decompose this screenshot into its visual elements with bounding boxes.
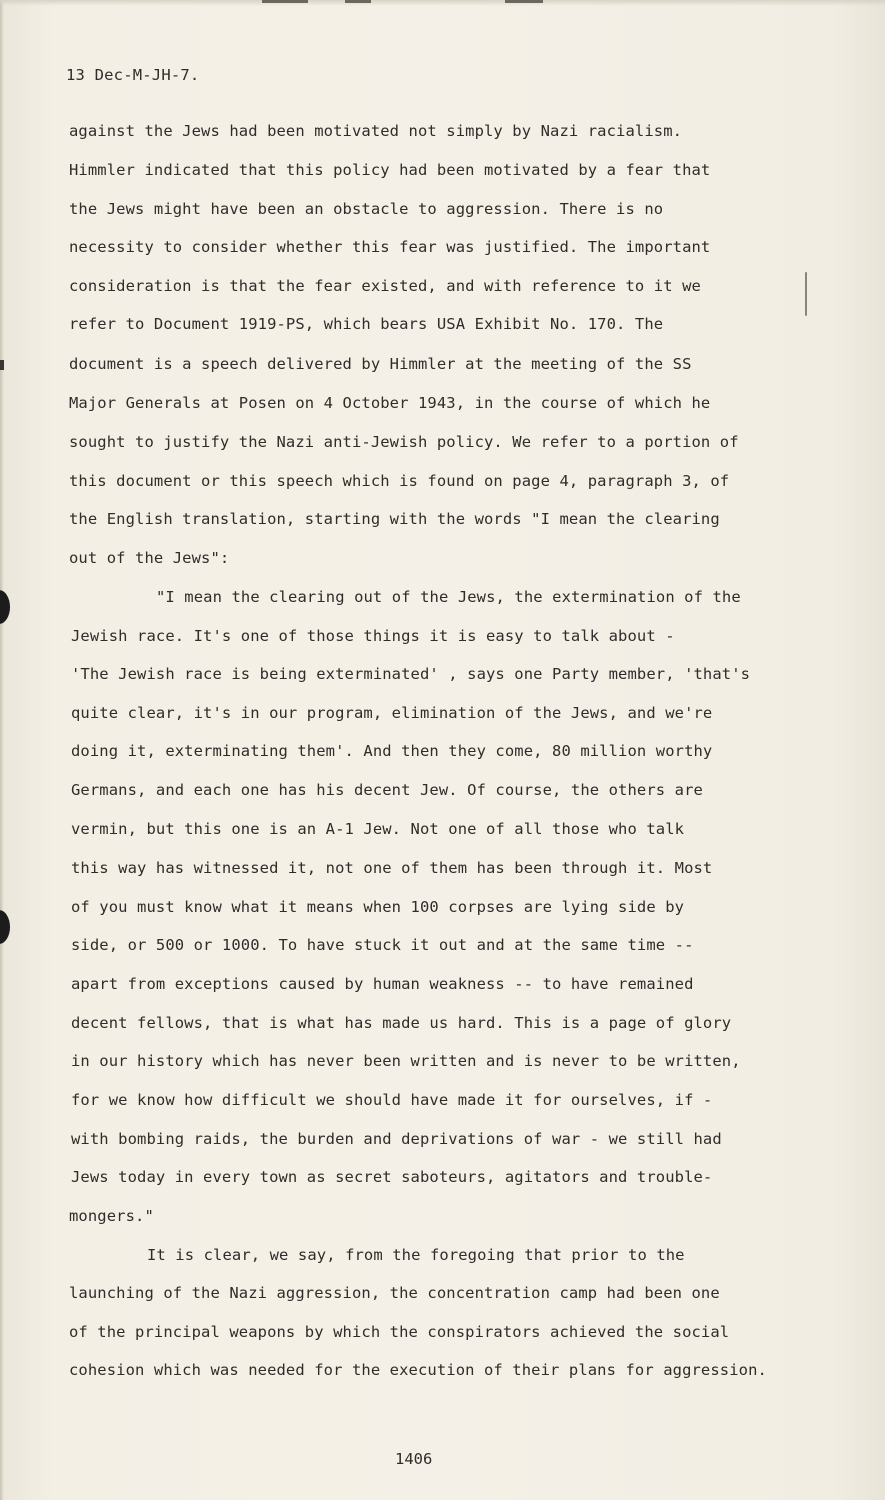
text-line: of the principal weapons by which the conspirators achieved the social <box>69 1323 730 1341</box>
quote-line: Jews today in every town as secret saboteurs, agitators and trouble- <box>71 1168 713 1186</box>
page-edge-shadow <box>0 0 4 1500</box>
text-line: launching of the Nazi aggression, the concentration camp had been one <box>69 1284 720 1302</box>
text-line: the English translation, starting with the words "I mean the clearing <box>69 510 720 528</box>
text-line: necessity to consider whether this fear was justified. The important <box>69 238 711 256</box>
quote-line: Jewish race. It's one of those things it is easy to talk about - <box>71 627 675 645</box>
quote-line: with bombing raids, the burden and deprivations of war - we still had <box>71 1130 722 1148</box>
text-line: refer to Document 1919-PS, which bears USA Exhibit No. 170. The <box>69 315 664 333</box>
quote-line: for we know how difficult we should have made it for ourselves, if - <box>71 1091 713 1109</box>
quote-line: this way has witnessed it, not one of them has been through it. Most <box>71 859 713 877</box>
margin-tick-mark <box>0 360 4 370</box>
quote-line: Germans, and each one has his decent Jew. Of course, the others are <box>71 781 703 799</box>
top-edge-mark <box>345 0 371 3</box>
pencil-margin-mark <box>805 272 807 316</box>
document-reference-header: 13 Dec-M-JH-7. <box>66 66 200 84</box>
text-line: Major Generals at Posen on 4 October 1943, in the course of which he <box>69 394 711 412</box>
quote-line: of you must know what it means when 100 corpses are lying side by <box>71 898 685 916</box>
quote-line: vermin, but this one is an A-1 Jew. Not one of all those who talk <box>71 820 685 838</box>
text-line: sought to justify the Nazi anti-Jewish policy. We refer to a portion of <box>69 433 739 451</box>
text-line: It is clear, we say, from the foregoing that prior to the <box>147 1246 685 1264</box>
quote-line: apart from exceptions caused by human weakness -- to have remained <box>71 975 694 993</box>
page-number: 1406 <box>395 1450 433 1468</box>
top-edge-mark <box>262 0 308 3</box>
quote-line: "I mean the clearing out of the Jews, the extermination of the <box>156 588 741 606</box>
quote-line: 'The Jewish race is being exterminated' , says one Party member, 'that's <box>71 665 751 683</box>
page-top-edge <box>0 0 885 6</box>
top-edge-mark <box>505 0 543 3</box>
quote-line: mongers." <box>69 1207 154 1225</box>
text-line: this document or this speech which is found on page 4, paragraph 3, of <box>69 472 730 490</box>
quote-line: quite clear, it's in our program, elimination of the Jews, and we're <box>71 704 713 722</box>
quote-line: decent fellows, that is what has made us hard. This is a page of glory <box>71 1014 732 1032</box>
binder-punch-hole <box>0 910 10 944</box>
text-line: the Jews might have been an obstacle to aggression. There is no <box>69 200 664 218</box>
text-line: out of the Jews": <box>69 549 230 567</box>
text-line: document is a speech delivered by Himmler at the meeting of the SS <box>69 355 692 373</box>
quote-line: in our history which has never been written and is never to be written, <box>71 1052 741 1070</box>
binder-punch-hole <box>0 590 10 624</box>
quote-line: doing it, exterminating them'. And then they come, 80 million worthy <box>71 742 713 760</box>
text-line: against the Jews had been motivated not simply by Nazi racialism. <box>69 122 683 140</box>
quote-line: side, or 500 or 1000. To have stuck it out and at the same time -- <box>71 936 694 954</box>
text-line: Himmler indicated that this policy had been motivated by a fear that <box>69 161 711 179</box>
text-line: cohesion which was needed for the execution of their plans for aggression. <box>69 1361 767 1379</box>
text-line: consideration is that the fear existed, and with reference to it we <box>69 277 701 295</box>
